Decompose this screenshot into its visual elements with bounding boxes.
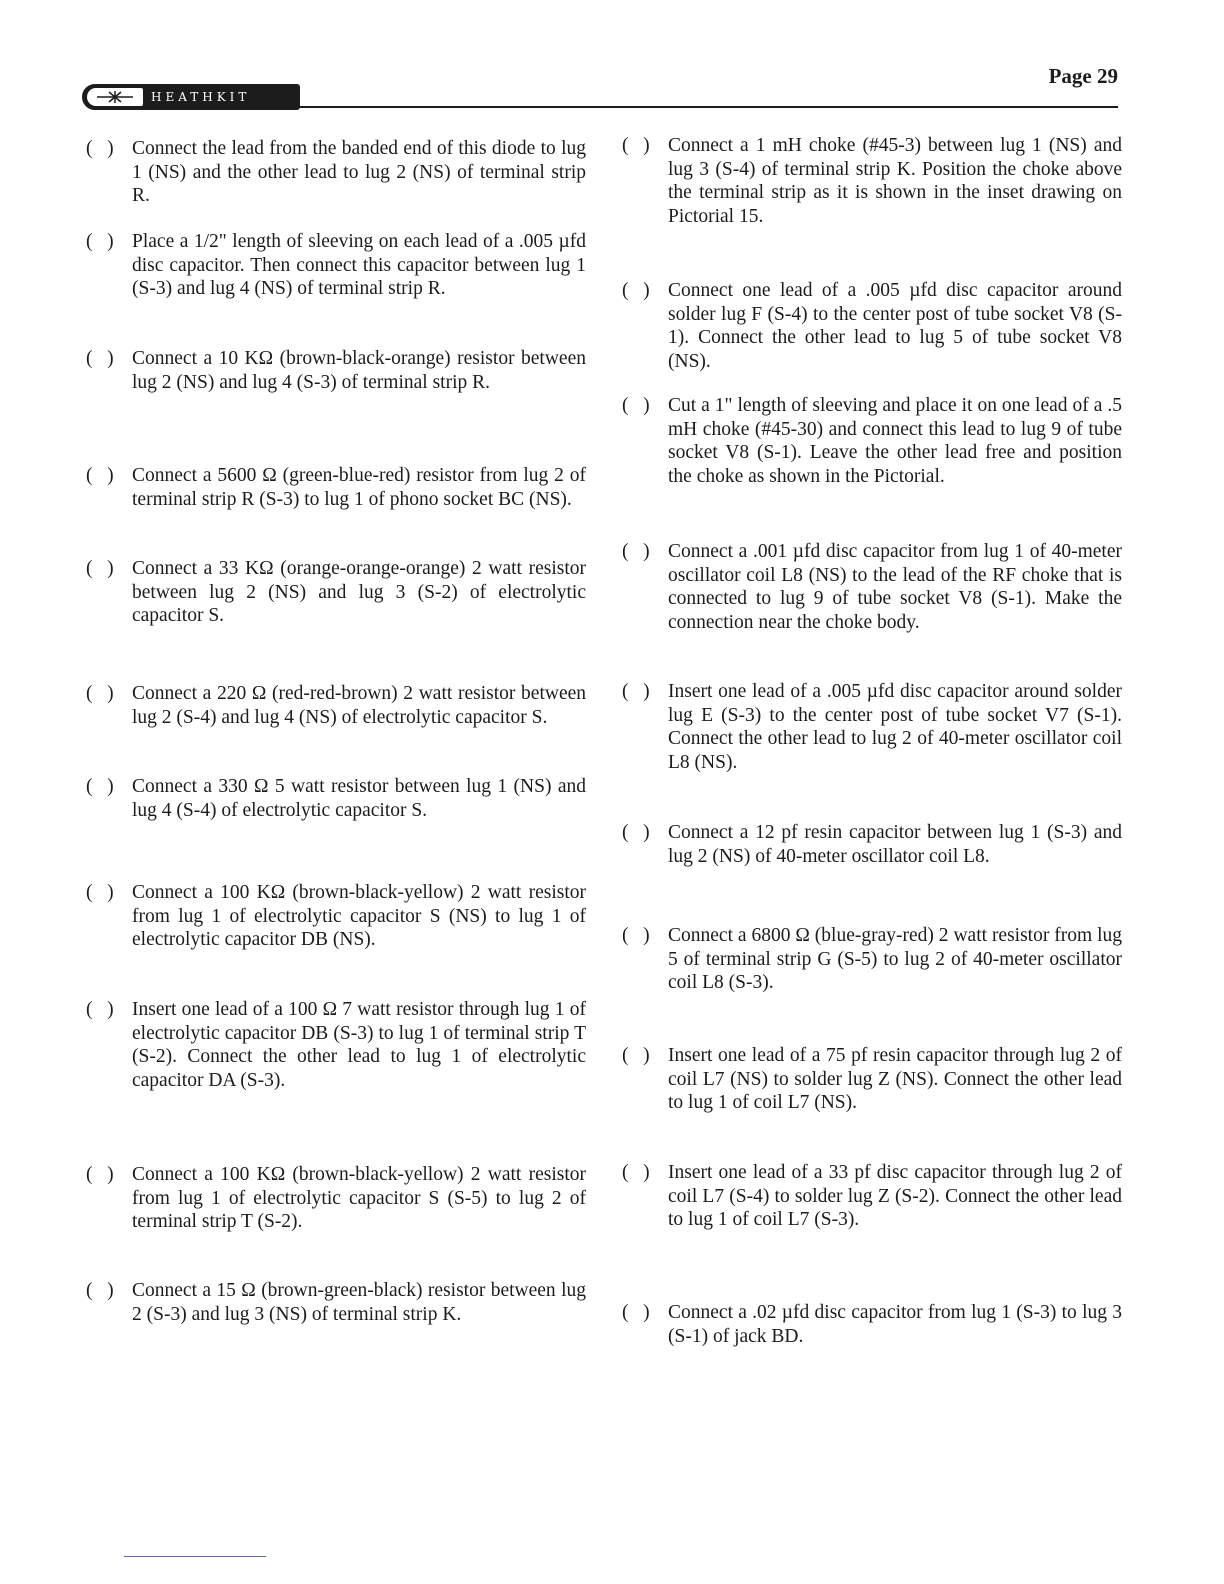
step-checkbox[interactable]: ( ): [622, 925, 650, 946]
step-item: [622, 134, 1122, 228]
step-item: [86, 557, 586, 628]
step-item: [622, 924, 1122, 995]
step-item: [622, 1161, 1122, 1232]
step-text: Connect a 33 KΩ (orange-orange-orange) 2 watt resistor between lug 2 (NS) and lug 3 (S-2) of electrolytic capacitor S.: [132, 558, 586, 626]
step-checkbox[interactable]: ( ): [86, 231, 114, 252]
step-item: [86, 998, 586, 1092]
step-text: Connect a 100 KΩ (brown-black-yellow) 2 watt resistor from lug 1 of electrolytic capacitor S (NS) to lug 1 of electrolytic capacitor DB (NS).: [132, 882, 586, 950]
step-text: Connect a 10 KΩ (brown-black-orange) resistor between lug 2 (NS) and lug 4 (S-3) of terminal strip R.: [132, 348, 586, 393]
step-text: Insert one lead of a .005 µfd disc capacitor around solder lug E (S-3) to the center post of tube socket V7 (S-1). Connect the other lead to lug 2 of 40-meter oscillator coil L8 (NS).: [668, 681, 1122, 773]
step-text: Connect a 330 Ω 5 watt resistor between lug 1 (NS) and lug 4 (S-4) of electrolytic capacitor S.: [132, 776, 586, 821]
step-checkbox[interactable]: ( ): [622, 1162, 650, 1183]
step-item: [86, 464, 586, 511]
step-text: Place a 1/2" length of sleeving on each lead of a .005 µfd disc capacitor. Then connect this capacitor between lug 1 (S-3) and lug 4 (NS) of terminal strip R.: [132, 231, 586, 299]
step-item: [622, 1044, 1122, 1115]
step-item: [86, 775, 586, 822]
step-checkbox[interactable]: ( ): [622, 1302, 650, 1323]
step-text: Connect a 6800 Ω (blue-gray-red) 2 watt resistor from lug 5 of terminal strip G (S-5) to lug 2 of 40-meter oscillator coil L8 (S-3).: [668, 925, 1122, 993]
step-text: Connect a .02 µfd disc capacitor from lug 1 (S-3) to lug 3 (S-1) of jack BD.: [668, 1302, 1122, 1347]
step-text: Connect a 12 pf resin capacitor between lug 1 (S-3) and lug 2 (NS) of 40-meter oscillator coil L8.: [668, 822, 1122, 867]
step-item: [86, 230, 586, 301]
step-checkbox[interactable]: ( ): [622, 822, 650, 843]
step-text: Connect one lead of a .005 µfd disc capacitor around solder lug F (S-4) to the center post of tube socket V8 (S-1). Connect the other lead to lug 5 of tube socket V8 (NS).: [668, 280, 1122, 372]
step-text: Insert one lead of a 33 pf disc capacitor through lug 2 of coil L7 (S-4) to solder lug Z (S-2). Connect the other lead to lug 1 of coil L7 (S-3).: [668, 1162, 1122, 1230]
step-checkbox[interactable]: ( ): [86, 882, 114, 903]
step-text: Connect a 5600 Ω (green-blue-red) resistor from lug 2 of terminal strip R (S-3) to lug 1 of phono socket BC (NS).: [132, 465, 586, 510]
step-item: [622, 279, 1122, 373]
step-checkbox[interactable]: ( ): [622, 280, 650, 301]
step-text: Connect a .001 µfd disc capacitor from lug 1 of 40-meter oscillator coil L8 (NS) to the lead of the RF choke that is connected to lug 9 of tube socket V8 (S-1). Make the connection near the choke body.: [668, 541, 1122, 633]
step-item: [86, 1279, 586, 1326]
step-item: [86, 682, 586, 729]
step-checkbox[interactable]: ( ): [86, 999, 114, 1020]
step-checkbox[interactable]: ( ): [86, 776, 114, 797]
step-checkbox[interactable]: ( ): [86, 1164, 114, 1185]
step-text: Insert one lead of a 75 pf resin capacitor through lug 2 of coil L7 (NS) to solder lug Z (NS). Connect the other lead to lug 1 of coil L7 (NS).: [668, 1045, 1122, 1113]
step-text: Connect a 220 Ω (red-red-brown) 2 watt resistor between lug 2 (S-4) and lug 4 (NS) of electrolytic capacitor S.: [132, 683, 586, 728]
brand-name: HEATHKIT: [151, 90, 251, 104]
step-checkbox[interactable]: ( ): [86, 683, 114, 704]
step-item: [622, 394, 1122, 488]
step-item: [622, 1301, 1122, 1348]
step-checkbox[interactable]: ( ): [622, 395, 650, 416]
step-text: Cut a 1" length of sleeving and place it on one lead of a .5 mH choke (#45-30) and connect this lead to lug 9 of tube socket V8 (S-1). Leave the other lead free and position the choke as shown in the Pictorial.: [668, 395, 1122, 487]
step-text: Connect a 1 mH choke (#45-3) between lug 1 (NS) and lug 3 (S-4) of terminal strip K. Position the choke above the terminal strip as it is shown in the inset drawing on Pictorial 15.: [668, 135, 1122, 227]
step-checkbox[interactable]: ( ): [622, 541, 650, 562]
step-item: [622, 821, 1122, 868]
step-item: [86, 137, 586, 208]
step-item: [86, 881, 586, 952]
step-checkbox[interactable]: ( ): [622, 1045, 650, 1066]
step-text: Insert one lead of a 100 Ω 7 watt resistor through lug 1 of electrolytic capacitor DB (S-3) to lug 1 of terminal strip T (S-2). Connect the other lead to lug 1 of electrolytic capacitor DA (S-3).: [132, 999, 586, 1091]
step-checkbox[interactable]: ( ): [86, 348, 114, 369]
step-checkbox[interactable]: ( ): [622, 135, 650, 156]
step-text: Connect the lead from the banded end of this diode to lug 1 (NS) and the other lead to lug 2 (NS) of terminal strip R.: [132, 138, 586, 206]
heathkit-emblem-icon: [87, 88, 143, 106]
step-checkbox[interactable]: ( ): [86, 558, 114, 579]
header-rule: [300, 106, 1118, 108]
step-text: Connect a 100 KΩ (brown-black-yellow) 2 watt resistor from lug 1 of electrolytic capacitor S (S-5) to lug 2 of terminal strip T (S-2).: [132, 1164, 586, 1232]
step-checkbox[interactable]: ( ): [86, 1280, 114, 1301]
heathkit-logo: [82, 84, 300, 110]
step-item: [622, 680, 1122, 774]
step-text: Connect a 15 Ω (brown-green-black) resistor between lug 2 (S-3) and lug 3 (NS) of terminal strip K.: [132, 1280, 586, 1325]
step-item: [86, 347, 586, 394]
step-checkbox[interactable]: ( ): [622, 681, 650, 702]
page-number: Page 29: [1048, 64, 1118, 88]
step-checkbox[interactable]: ( ): [86, 138, 114, 159]
step-item: [622, 540, 1122, 634]
step-item: [86, 1163, 586, 1234]
footer-rule: [124, 1556, 266, 1557]
step-checkbox[interactable]: ( ): [86, 465, 114, 486]
